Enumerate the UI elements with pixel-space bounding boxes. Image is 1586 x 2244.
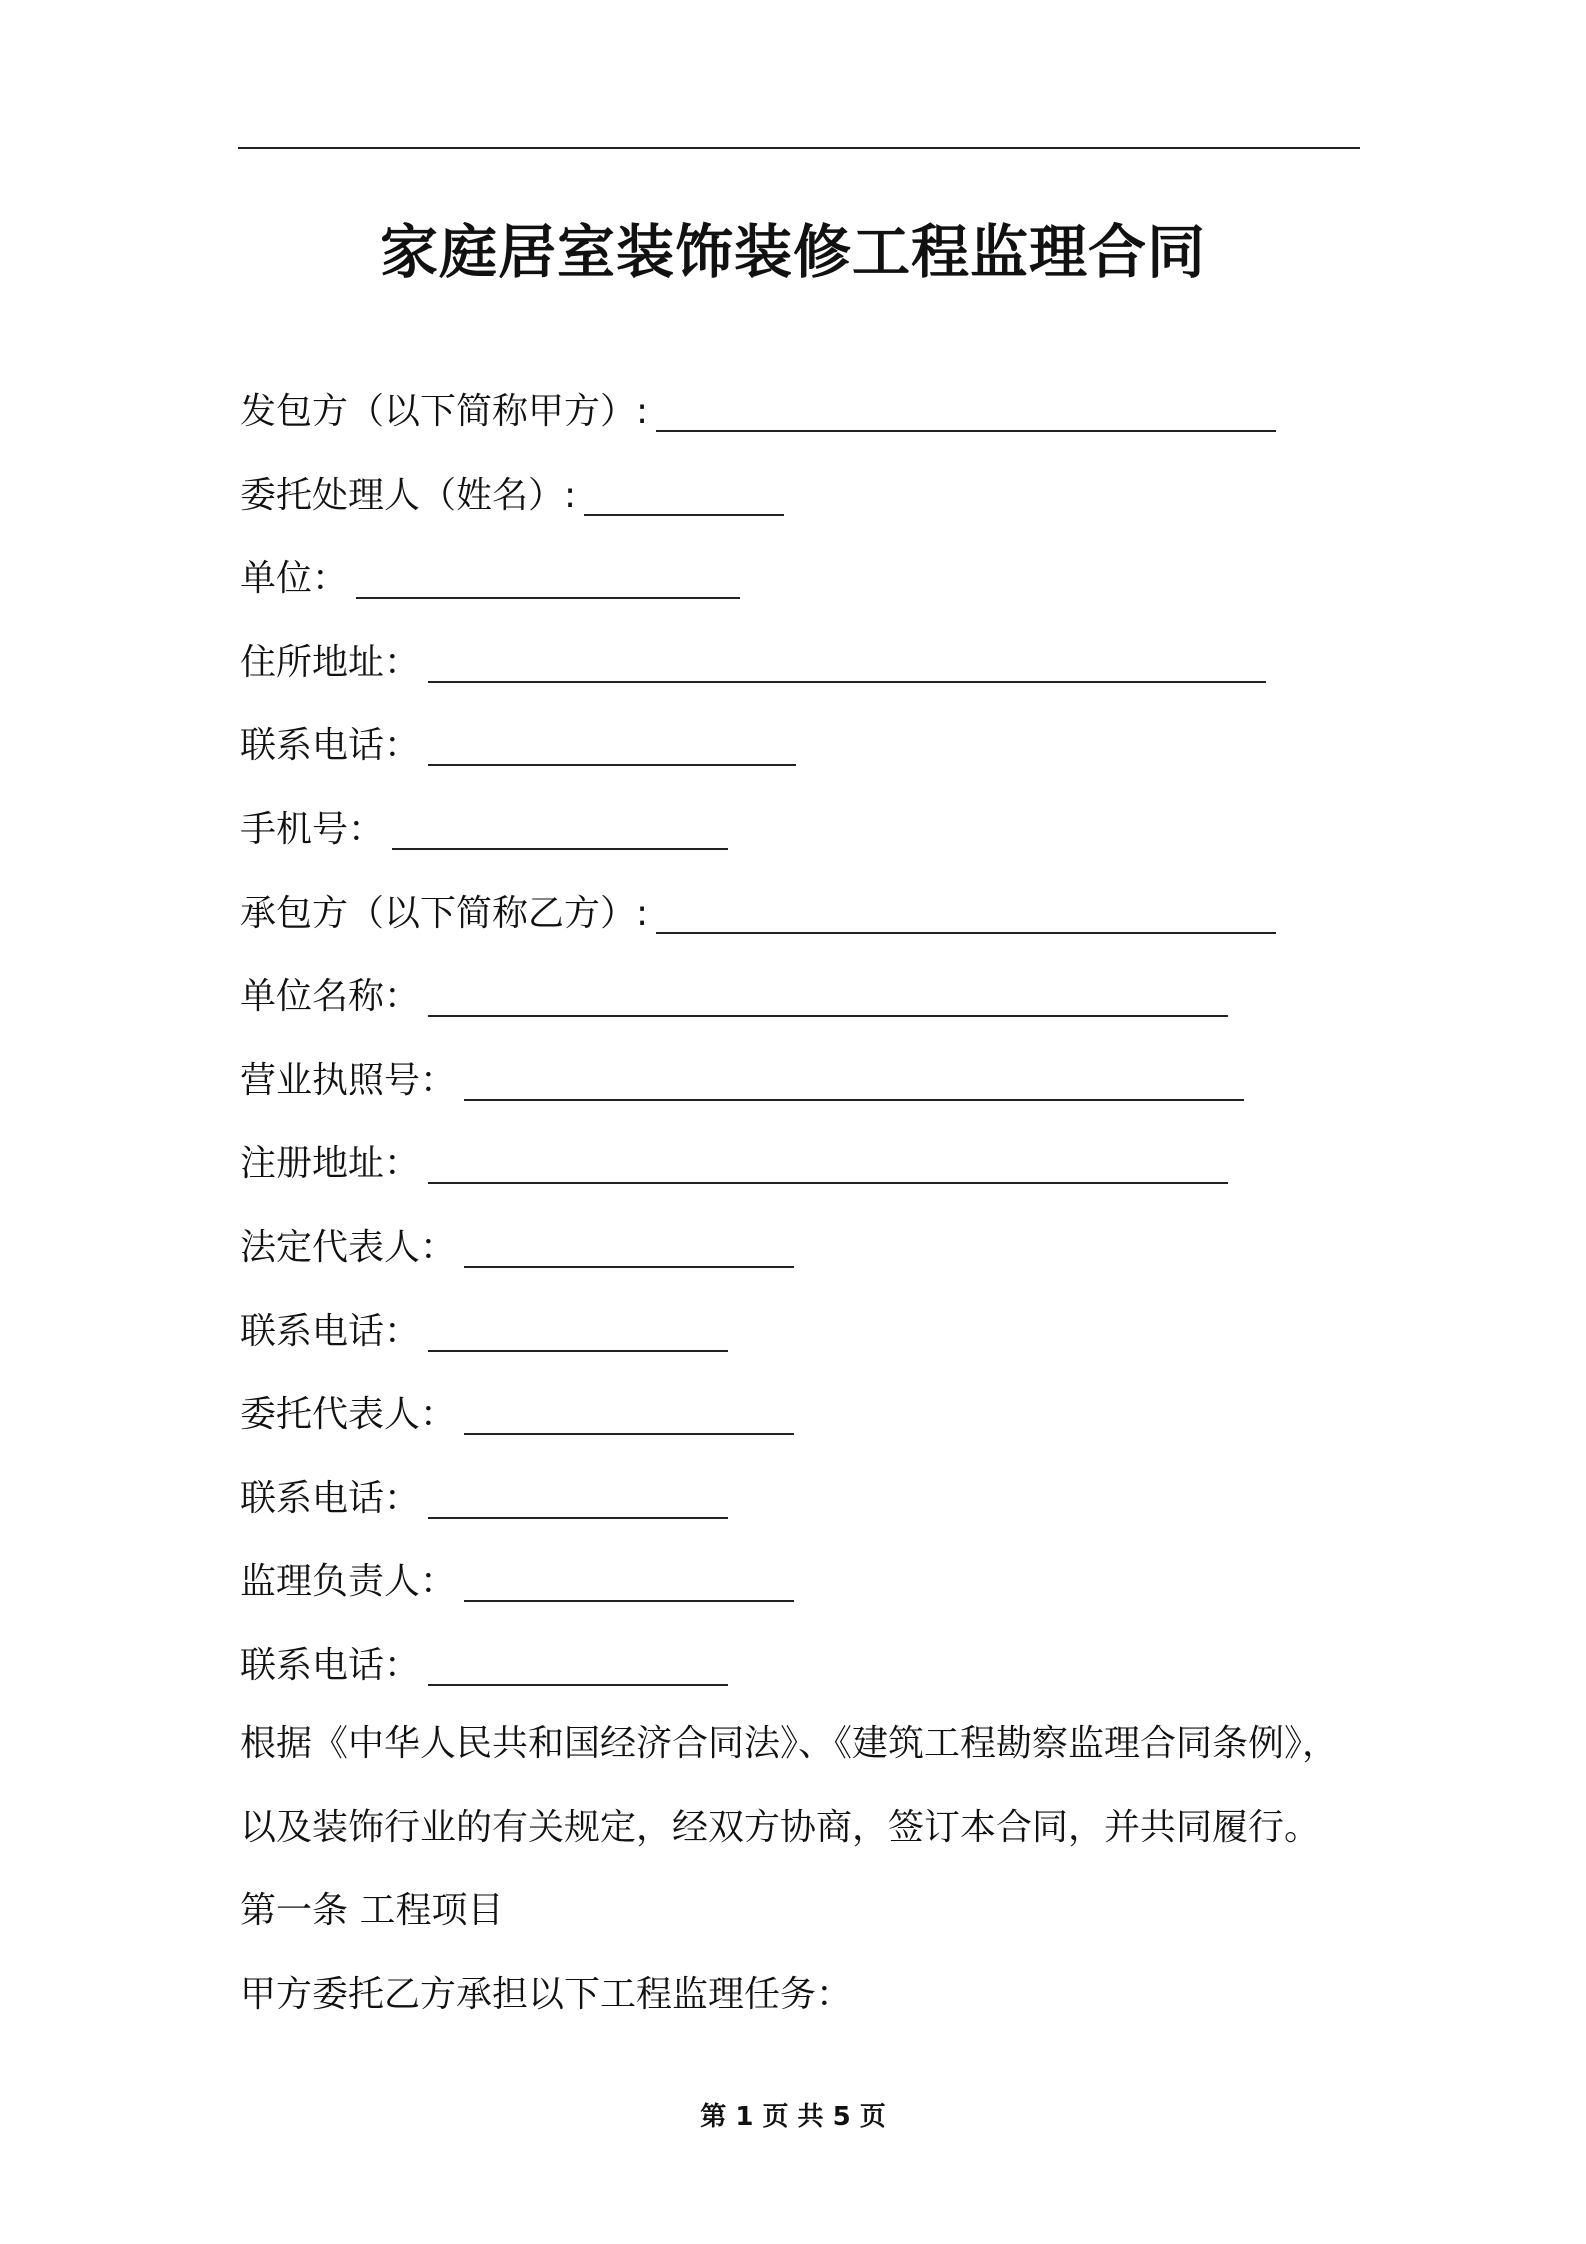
field-row [240,462,784,518]
field-label: 承包方（以下简称乙方）: [240,893,649,934]
fill-in-blank[interactable] [392,808,728,850]
field-row [240,1047,1244,1103]
field-label: 委托处理人（姓名）: [240,475,577,516]
fill-in-blank[interactable] [584,474,784,516]
field-label: 联系电话： [240,1645,421,1686]
field-label: 单位名称： [240,976,421,1017]
field-row [240,1130,1228,1186]
fill-in-blank[interactable] [428,1142,1228,1184]
fill-in-blank[interactable] [428,724,796,766]
fill-in-blank[interactable] [464,1226,794,1268]
field-row [240,545,740,601]
fill-in-blank[interactable] [428,641,1266,683]
fill-in-blank[interactable] [428,1477,728,1519]
field-label: 单位： [240,558,349,599]
field-label: 手机号： [240,809,385,850]
fill-in-blank[interactable] [656,390,1276,432]
field-row [240,963,1228,1019]
field-row [240,1548,794,1604]
field-label: 联系电话： [240,725,421,766]
fill-in-blank[interactable] [464,1560,794,1602]
field-label: 联系电话： [240,1311,421,1352]
article-heading: 第一条 工程项目 [240,1890,504,1931]
fill-in-blank[interactable] [428,1310,728,1352]
fill-in-blank[interactable] [428,975,1228,1017]
field-row [240,1298,728,1354]
document-title: 家庭居室装饰装修工程监理合同 [379,218,1206,286]
field-label: 注册地址： [240,1143,421,1184]
field-label: 监理负责人： [240,1561,457,1602]
field-label: 委托代表人： [240,1394,457,1435]
field-row [240,796,728,852]
body-paragraph-line: 以及装饰行业的有关规定，经双方协商，签订本合同，并共同履行。 [240,1807,1321,1848]
field-row [240,880,1276,936]
field-label: 营业执照号： [240,1060,457,1101]
fill-in-blank[interactable] [656,892,1276,934]
field-label: 发包方（以下简称甲方）: [240,391,649,432]
fill-in-blank[interactable] [464,1059,1244,1101]
field-row [240,1214,794,1270]
body-paragraph-line: 根据《中华人民共和国经济合同法》、《建筑工程勘察监理合同条例》， [240,1723,1339,1764]
field-row [240,1381,794,1437]
field-row [240,629,1266,685]
field-row [240,1465,728,1521]
field-row [240,378,1276,434]
field-row [240,1632,728,1688]
fill-in-blank[interactable] [428,1644,728,1686]
header-rule [238,147,1360,149]
field-row [240,712,796,768]
field-label: 法定代表人： [240,1227,457,1268]
article-text: 甲方委托乙方承担以下工程监理任务： [240,1974,853,2015]
fill-in-blank[interactable] [356,557,740,599]
page-number: 第 1 页 共 5 页 [700,2102,886,2132]
field-label: 联系电话： [240,1478,421,1519]
field-label: 住所地址： [240,642,421,683]
fill-in-blank[interactable] [464,1393,794,1435]
